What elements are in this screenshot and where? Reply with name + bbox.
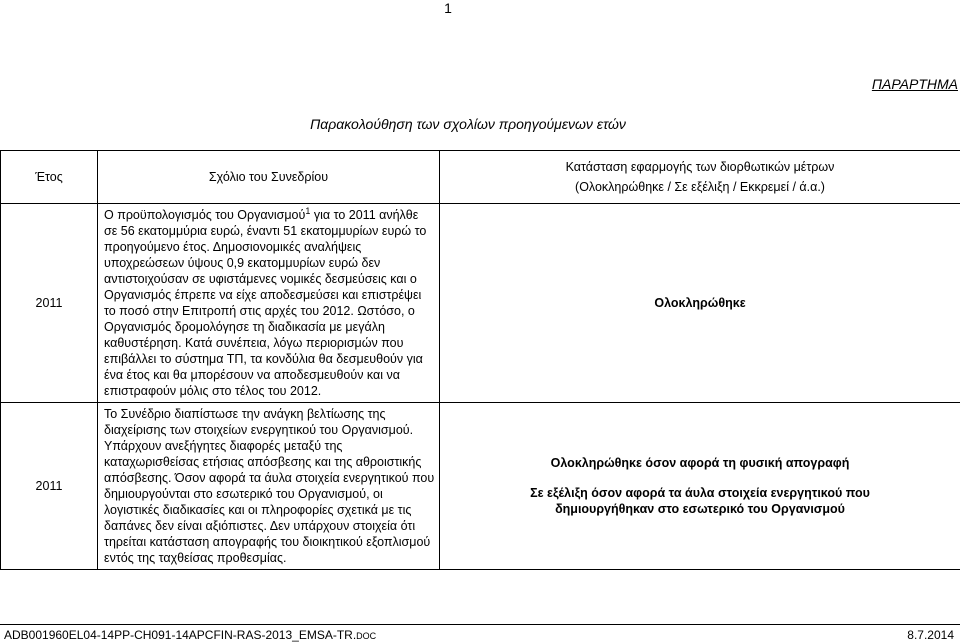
footnote-marker: 1 [305,205,311,216]
footer-divider [0,624,960,625]
row-year: 2011 [1,204,98,403]
table-row [1,204,960,403]
comment-text-rest: για το 2011 ανήλθε σε 56 εκατομμύρια ευρώ, έναντι 51 εκατομμυρίων ευρώ το προηγούμενο έτος. Δημοσιονομικές αναλήψεις υποχρεώσεων ύψους 0,9 εκατομμυρίων ευρώ δεν αντιστοιχούσαν σε υφιστάμενες νομικές δεσμεύσεις και ο Οργανισμός έπρεπε να είχε αποδεσμεύσει και επιστρέψει το ποσό στην Επιτροπή στις αρχές του 2012. Ωστόσο, ο Οργανισμός δρομολόγησε τη διαδικασία με μεγάλη καθυστέρηση. Κατά συνέπεια, λόγω περιορισμών που επιβάλλει το σύστημα ΤΠ, τα κονδύλια θα δεσμευθούν για ένα έτος και θα μπορέσουν να αποδεσμευθούν και να επιστραφούν μόλις στο τέλος του 2012. [104,208,427,398]
comment-text-start: Ο προϋπολογισμός του Οργανισμού [104,208,306,222]
status-intangible-assets: Σε εξέλιξη όσον αφορά τα άυλα στοιχεία ενεργητικού που δημιουργήθηκαν στο εσωτερικό του Οργανισμού [530,486,870,516]
annex-title: ΠΑΡΑΡΤΗΜΑ [871,76,958,92]
follow-up-table [0,150,960,570]
row-year: 2011 [1,403,98,570]
row-status: Ολοκληρώθηκε [440,204,960,403]
table-row [1,403,960,570]
header-status [440,151,960,204]
footer-date: 8.7.2014 [907,628,954,642]
header-status-options: (Ολοκληρώθηκε / Σε εξέλιξη / Εκκρεμεί / ά.α.) [575,180,825,194]
footer-document-reference [4,628,376,642]
table-header-row [1,151,960,204]
row-comment [98,204,440,403]
header-year: Έτος [1,151,98,204]
header-status-title: Κατάσταση εφαρμογής των διορθωτικών μέτρων [565,160,835,174]
page-number: 1 [444,0,452,16]
doc-ref: ADB001960EL04-14PP-CH091-14APCFIN-RAS-2013_EMSA-TR. [4,628,357,642]
row-status [440,403,960,570]
doc-extension: DOC [356,631,377,641]
document-title: Παρακολούθηση των σχολίων προηγούμενων ετών [310,116,626,132]
status-physical-inventory: Ολοκληρώθηκε όσον αφορά τη φυσική απογραφή [550,456,850,470]
row-comment: Το Συνέδριο διαπίστωσε την ανάγκη βελτίωσης της διαχείρισης των στοιχείων ενεργητικού του Οργανισμού. Υπάρχουν ανεξήγητες διαφορές μεταξύ της καταχωρισθείσας ετήσιας απόσβεσης και της αθροιστικής απόσβεσης. Όσον αφορά τα άυλα στοιχεία ενεργητικού που δημιουργούνται στο εσωτερικό του Οργανισμού, οι λογιστικές διαδικασίες και οι πληροφορίες σχετικά με τις δαπάνες δεν είναι αξιόπιστες. Δεν υπάρχουν στοιχεία ότι τηρείται κατάσταση απογραφής του διοικητικού εξοπλισμού εντός της ταχθείσας προθεσμίας. [98,403,440,570]
header-comment: Σχόλιο του Συνεδρίου [98,151,440,204]
